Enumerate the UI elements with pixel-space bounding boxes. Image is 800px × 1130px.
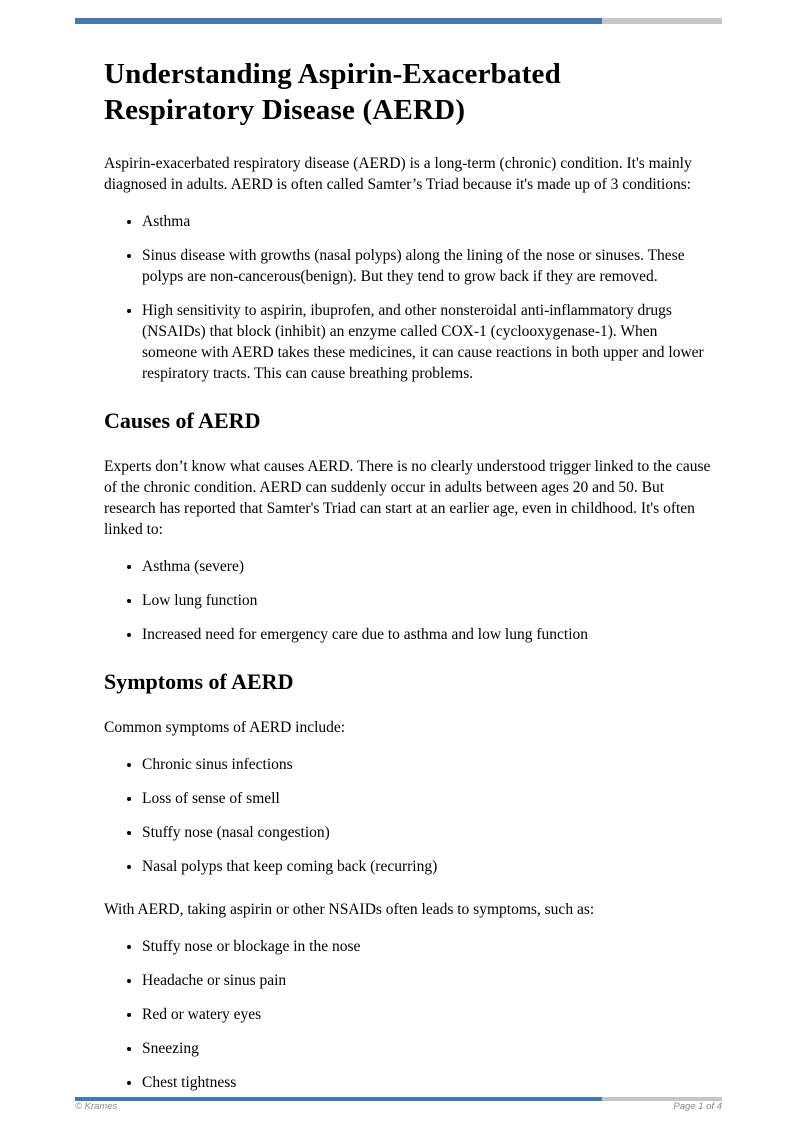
intro-paragraph: Aspirin-exacerbated respiratory disease (AERD) is a long-term (chronic) condition. It's mainly diagnosed in adults. AERD is often called Samter’s Triad because it's made up of 3 conditions: xyxy=(104,155,692,193)
list-item: • Nasal polyps that keep coming back (recurring) xyxy=(142,856,712,877)
causes-paragraph: Experts don’t know what causes AERD. There is no clearly understood trigger linked to the cause of the chronic condition. AERD can suddenly occur in adults between ages 20 and 50. But research has reported that Samter's Triad can start at an earlier age, even in childhood. It's often linked to: xyxy=(104,458,711,538)
page-title: Understanding Aspirin-Exacerbated Respiratory Disease (AERD) xyxy=(104,58,561,126)
document-body xyxy=(104,42,712,1093)
top-divider-gray-segment xyxy=(602,18,722,24)
page-number: Page 1 of 4 xyxy=(673,1101,722,1112)
causes-list xyxy=(104,556,712,645)
common-symptoms-list xyxy=(104,754,712,877)
common-symptoms-lead: Common symptoms of AERD include: xyxy=(104,719,346,736)
list-item: • Asthma xyxy=(142,211,712,232)
list-item: • Red or watery eyes xyxy=(142,1004,712,1025)
list-item: • Stuffy nose (nasal congestion) xyxy=(142,822,712,843)
page-footer xyxy=(75,1101,722,1113)
list-item: • High sensitivity to aspirin, ibuprofen, and other nonsteroidal anti-inflammatory drugs (NSAIDs) that block (inhibit) an enzyme called COX-1 (cyclooxygenase-1). When someone with AERD takes these medicines, it can cause reactions in both upper and lower respiratory tracts. This can cause breathing problems. xyxy=(142,300,712,384)
list-item: • Chronic sinus infections xyxy=(142,754,712,775)
copyright-text: © Krames xyxy=(75,1101,118,1112)
list-item: • Sinus disease with growths (nasal polyps) along the lining of the nose or sinuses. These polyps are non-cancerous(benign). But they tend to grow back if they are removed. xyxy=(142,245,712,287)
triad-conditions-list xyxy=(104,211,712,384)
top-divider-blue-segment xyxy=(75,18,602,24)
nsaid-symptoms-lead: With AERD, taking aspirin or other NSAIDs often leads to symptoms, such as: xyxy=(104,901,595,918)
nsaid-symptoms-list xyxy=(104,936,712,1093)
list-item: • Loss of sense of smell xyxy=(142,788,712,809)
list-item: • Chest tightness xyxy=(142,1072,712,1093)
list-item: • Increased need for emergency care due to asthma and low lung function xyxy=(142,624,712,645)
list-item: • Sneezing xyxy=(142,1038,712,1059)
section-heading-causes: Causes of AERD xyxy=(104,408,261,433)
top-divider xyxy=(75,18,722,24)
list-item: • Stuffy nose or blockage in the nose xyxy=(142,936,712,957)
list-item: • Low lung function xyxy=(142,590,712,611)
list-item: • Headache or sinus pain xyxy=(142,970,712,991)
section-heading-symptoms: Symptoms of AERD xyxy=(104,669,294,694)
list-item: • Asthma (severe) xyxy=(142,556,712,577)
